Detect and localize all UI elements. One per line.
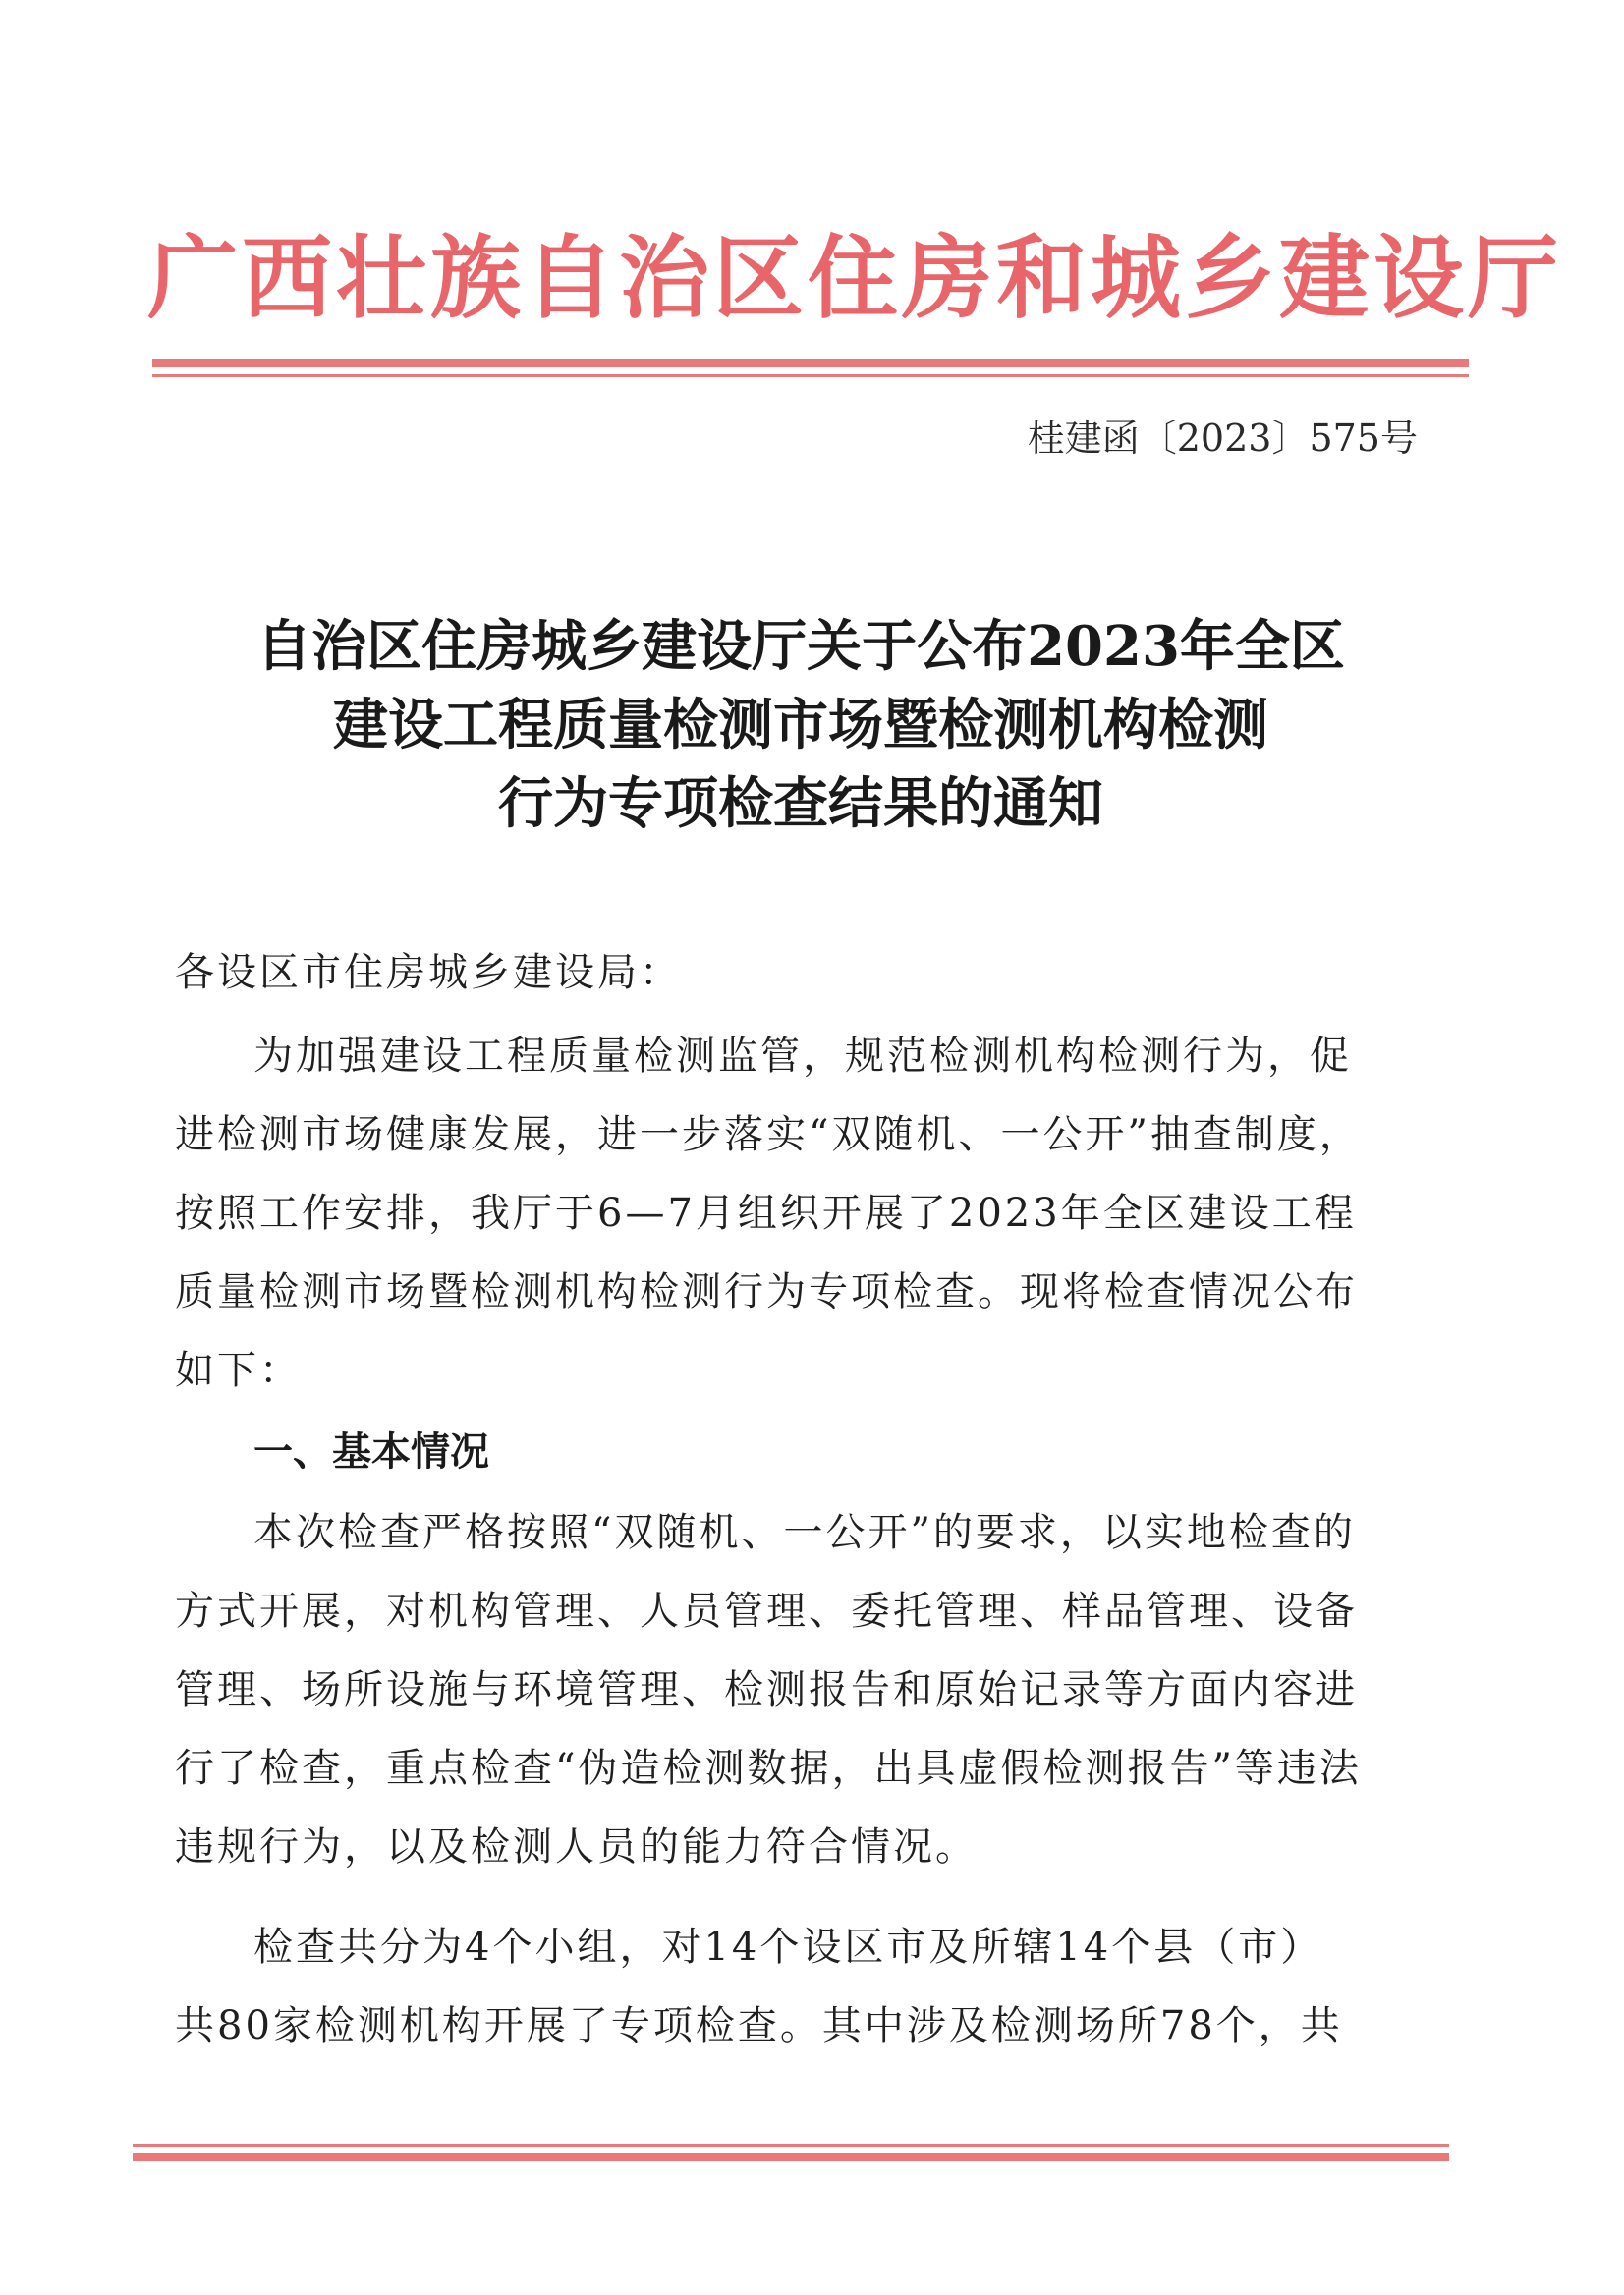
addressee: 各设区市住房城乡建设局： (175, 950, 682, 995)
section-1-heading: 一、基本情况 (253, 1429, 489, 1475)
footer-rule-thick (133, 2153, 1449, 2161)
document-number: 桂建函〔2023〕575号 (1027, 417, 1418, 460)
footer-rule-thin (133, 2144, 1449, 2147)
paragraph-1-line-2: 进检测市场健康发展，进一步落实“双随机、一公开”抽查制度， (175, 1112, 1362, 1157)
paragraph-3-line-2: 共80家检测机构开展了专项检查。其中涉及检测场所78个，共 (175, 2003, 1343, 2048)
notice-title-line-1: 自治区住房城乡建设厅关于公布2023年全区 (256, 614, 1345, 679)
notice-title-line-3: 行为专项检查结果的通知 (498, 771, 1103, 836)
paragraph-1-line-4: 质量检测市场暨检测机构检测行为专项检查。现将检查情况公布 (175, 1269, 1358, 1315)
letterhead-rule-thick (152, 359, 1469, 367)
paragraph-2-line-5: 违规行为，以及检测人员的能力符合情况。 (175, 1824, 978, 1870)
letterhead-rule-thin (152, 374, 1469, 377)
paragraph-2-line-2: 方式开展，对机构管理、人员管理、委托管理、样品管理、设备 (175, 1589, 1358, 1634)
paragraph-1-line-5: 如下： (175, 1348, 302, 1393)
paragraph-2-line-4: 行了检查，重点检查“伪造检测数据，出具虚假检测报告”等违法 (175, 1746, 1362, 1791)
paragraph-2-line-3: 管理、场所设施与环境管理、检测报告和原始记录等方面内容进 (175, 1667, 1358, 1712)
paragraph-2-line-1: 本次检查严格按照“双随机、一公开”的要求，以实地检查的 (253, 1510, 1356, 1555)
paragraph-1-line-1: 为加强建设工程质量检测监管，规范检测机构检测行为，促 (253, 1034, 1352, 1079)
paragraph-3-line-1: 检查共分为4个小组，对14个设区市及所辖14个县（市） (253, 1925, 1323, 1970)
notice-title-line-2: 建设工程质量检测市场暨检测机构检测 (333, 693, 1268, 757)
paragraph-1-line-3: 按照工作安排，我厅于6—7月组织开展了2023年全区建设工程 (175, 1191, 1357, 1236)
letterhead-title: 广西壮族自治区住房和城乡建设厅 (147, 225, 1563, 331)
